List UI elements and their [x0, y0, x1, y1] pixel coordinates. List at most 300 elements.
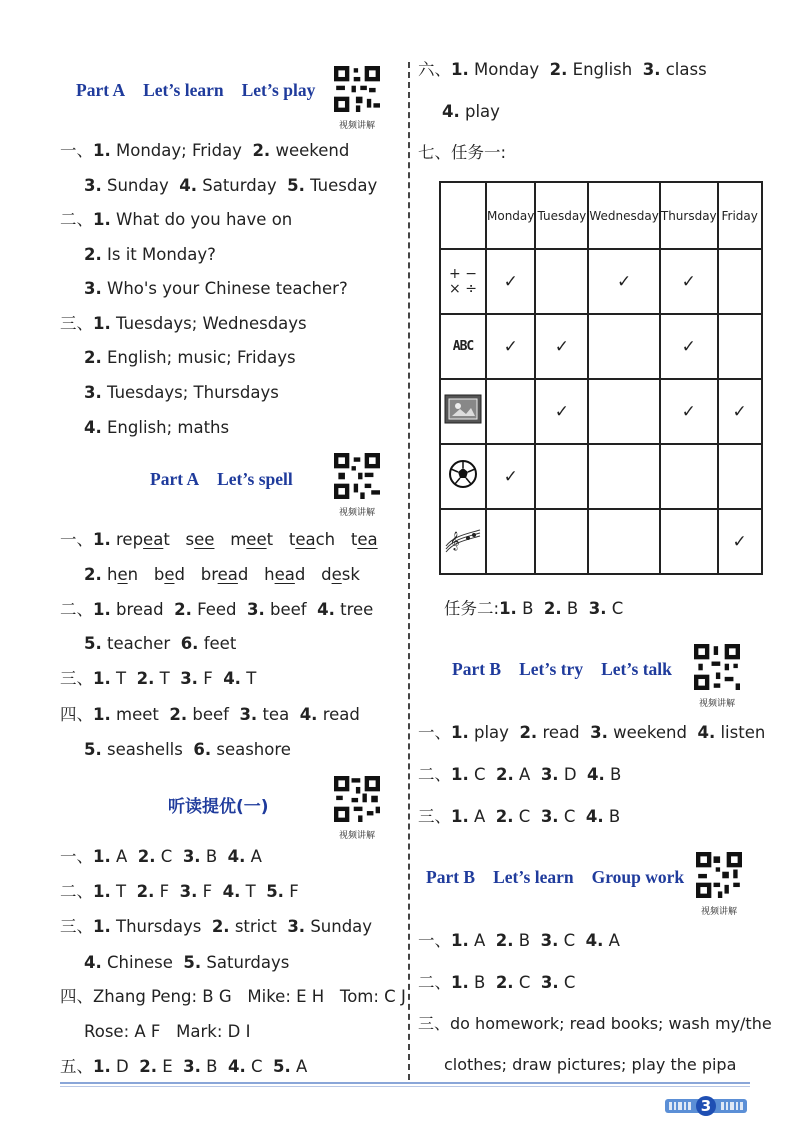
word-head — [264, 565, 305, 584]
answer: B — [608, 807, 621, 826]
answer: Rose: A F Mark: D I — [84, 1022, 251, 1041]
table-cell: ✓ — [486, 444, 535, 509]
section-label: 四、 — [60, 705, 93, 724]
listen3-line1 — [60, 916, 372, 938]
item-number: 4. — [227, 847, 246, 866]
table-row — [440, 509, 762, 574]
column-divider — [408, 62, 410, 1080]
s1-line2 — [84, 175, 377, 197]
answer: C — [563, 931, 576, 950]
word-underline: ea — [357, 530, 378, 549]
word-part: d — [321, 565, 332, 584]
qr-code-1[interactable] — [332, 66, 382, 131]
item-number: 2. — [252, 141, 271, 160]
word-part: rep — [116, 530, 144, 549]
item-number: 3. — [287, 917, 306, 936]
item-number: 1. — [451, 973, 469, 992]
qr-code-3[interactable] — [332, 776, 382, 841]
c3-line1 — [418, 1013, 772, 1035]
s3-line4 — [84, 417, 229, 439]
b3-line — [418, 806, 620, 828]
c1-line — [418, 930, 620, 952]
word-underline: e — [164, 565, 175, 584]
word-bed — [154, 565, 185, 584]
heading-part-a-spell — [150, 469, 293, 490]
heading-a: Let’s spell — [217, 469, 293, 489]
qr-code-icon — [334, 453, 380, 499]
answer: A — [474, 807, 486, 826]
section-label: 三、 — [60, 314, 93, 333]
s1-line1 — [60, 140, 349, 162]
table-cell: ✓ — [660, 314, 718, 379]
art-icon — [440, 379, 486, 444]
answer: C — [518, 973, 531, 992]
answer: play — [465, 102, 500, 121]
heading-b: Let’s talk — [601, 659, 672, 679]
item-number: 1. — [93, 847, 111, 866]
qr-caption: 视频讲解 — [700, 907, 737, 917]
table-cell — [535, 444, 588, 509]
item-number: 4. — [227, 1057, 246, 1076]
table-cell — [535, 509, 588, 574]
table-cell: ✓ — [718, 379, 762, 444]
item-number: 2. — [496, 765, 514, 784]
table-cell — [718, 314, 762, 379]
listen4-line2 — [84, 1021, 250, 1043]
heading-listening: 听读提优(一) — [168, 797, 269, 817]
heading-part: Part A — [150, 469, 200, 489]
table-cell: ✓ — [660, 249, 718, 314]
s6-line1 — [418, 59, 707, 81]
table-row — [440, 379, 762, 444]
answer: B — [206, 1057, 218, 1076]
table-cell: ✓ — [486, 249, 535, 314]
section-label: 四、 — [60, 987, 93, 1006]
football-icon — [440, 444, 486, 509]
item-number: 4. — [442, 102, 460, 121]
item-number: 1. — [451, 723, 469, 742]
schedule-table — [439, 181, 763, 575]
word-hen — [107, 565, 138, 584]
item-number: 1. — [93, 141, 111, 160]
answer: C — [563, 973, 576, 992]
word-underline: ea — [295, 530, 316, 549]
heading-a: Let’s learn — [143, 80, 224, 100]
word-teach — [289, 530, 335, 549]
item-number: 2. — [519, 723, 538, 742]
day-header: Friday — [718, 182, 762, 249]
page-number-badge — [665, 1096, 747, 1116]
spell2-line1 — [60, 599, 373, 621]
answer: listen — [720, 723, 766, 742]
answer: T — [246, 669, 257, 688]
item-number: 4. — [587, 765, 605, 784]
item-number: 1. — [93, 210, 111, 229]
answer: Tuesdays; Thursdays — [107, 383, 279, 402]
item-number: 3. — [179, 882, 198, 901]
qr-caption: 视频讲解 — [338, 121, 375, 131]
section-label: 二、 — [60, 600, 93, 619]
word-part: h — [107, 565, 118, 584]
section-label: 二、 — [60, 210, 93, 229]
word-underline: ee — [246, 530, 267, 549]
section-label: 一、 — [418, 723, 451, 742]
spell1-line1 — [60, 529, 378, 551]
section-label: 三、 — [60, 669, 93, 688]
table-row — [440, 444, 762, 509]
answer: Tuesday — [310, 176, 378, 195]
answer: T — [116, 669, 127, 688]
answer: T — [245, 882, 256, 901]
section-label: 二、 — [418, 973, 451, 992]
answer: beef — [270, 600, 307, 619]
answer: class — [665, 60, 707, 79]
football-icon-graphic — [448, 459, 478, 489]
item-number: 2. — [495, 807, 514, 826]
word-part: b — [153, 565, 165, 584]
qr-code-icon — [334, 66, 380, 112]
item-number: 3. — [180, 669, 198, 688]
table-cell: ✓ — [486, 314, 535, 379]
item-number: 1. — [451, 765, 469, 784]
answer: A — [474, 931, 486, 950]
s3-line2 — [84, 347, 296, 369]
section-label: 一、 — [60, 141, 93, 160]
qr-code-5[interactable] — [694, 852, 744, 917]
answer: Feed — [197, 600, 237, 619]
answer: F — [203, 669, 213, 688]
item-number: 4. — [317, 600, 335, 619]
item-number: 5. — [273, 1057, 291, 1076]
heading-part-b-try — [452, 659, 672, 680]
table-cell — [535, 249, 588, 314]
answer: tea — [262, 705, 290, 724]
section-label: 六、 — [418, 60, 451, 79]
music-icon — [440, 509, 486, 574]
heading-part: Part A — [76, 80, 126, 100]
answer: A — [519, 765, 531, 784]
day-header: Monday — [486, 182, 535, 249]
task-label: 任务二: — [444, 599, 500, 618]
listen2-line — [60, 881, 299, 903]
answer: English; music; Fridays — [107, 348, 296, 367]
answer: read — [542, 723, 580, 742]
qr-code-2[interactable] — [332, 453, 382, 518]
item-number: 1. — [93, 1057, 111, 1076]
item-number: 5. — [84, 634, 102, 653]
table-cell — [718, 444, 762, 509]
item-number: 6. — [193, 740, 212, 759]
listen3-line2 — [84, 952, 289, 974]
section-label: 二、 — [60, 882, 93, 901]
table-cell — [660, 509, 718, 574]
word-part: s — [185, 530, 195, 549]
item-number: 4. — [585, 931, 604, 950]
answer: T — [159, 669, 170, 688]
answer: Chinese — [107, 953, 173, 972]
item-number: 1. — [93, 917, 111, 936]
answer: clothes; draw pictures; play the pipa — [444, 1055, 737, 1074]
music-icon-graphic — [444, 524, 482, 554]
item-number: 2. — [136, 669, 155, 688]
answer: Is it Monday? — [107, 245, 216, 264]
answer: beef — [192, 705, 229, 724]
item-number: 2. — [543, 599, 562, 618]
item-number: 3. — [182, 847, 201, 866]
word-part: t — [288, 530, 296, 549]
c3-line2 — [444, 1054, 736, 1076]
item-number: 5. — [287, 176, 305, 195]
item-number: 3. — [540, 765, 559, 784]
s2-line1 — [60, 209, 292, 231]
table-row — [440, 314, 762, 379]
item-number: 6. — [180, 634, 199, 653]
word-underline: ea — [143, 530, 164, 549]
qr-caption: 视频讲解 — [338, 831, 375, 841]
item-number: 3. — [183, 1057, 201, 1076]
answer: Sunday — [107, 176, 169, 195]
answer: F — [289, 882, 299, 901]
word-part: m — [230, 530, 247, 549]
answer: T — [116, 882, 127, 901]
word-underline: ea — [217, 565, 238, 584]
item-number: 4. — [222, 882, 241, 901]
item-number: 2. — [495, 973, 514, 992]
section-label: 一、 — [60, 530, 93, 549]
answer: teacher — [107, 634, 171, 653]
answer: F — [159, 882, 170, 901]
answer: Thursdays — [116, 917, 202, 936]
listen4-line1 — [60, 986, 406, 1008]
answer: B — [610, 765, 622, 784]
listen1-line — [60, 846, 262, 868]
item-number: 2. — [137, 847, 156, 866]
heading-part-a-learn — [76, 80, 315, 101]
qr-code-4[interactable] — [692, 644, 742, 709]
heading-part-b-learn — [426, 867, 684, 888]
answer: bread — [116, 600, 164, 619]
item-number: 1. — [93, 600, 111, 619]
item-number: 1. — [93, 314, 111, 333]
item-number: 2. — [174, 600, 192, 619]
art-icon-graphic — [444, 394, 482, 424]
spell3-line — [60, 668, 256, 690]
abc-icon: ABC — [440, 314, 486, 379]
page-number: 3 — [700, 1097, 712, 1115]
answer: Monday — [474, 60, 540, 79]
answer: tree — [340, 600, 374, 619]
day-header: Tuesday — [535, 182, 588, 249]
table-cell: ✓ — [660, 379, 718, 444]
item-number: 4. — [585, 807, 604, 826]
item-number: 2. — [495, 931, 514, 950]
spell2-line2 — [84, 633, 236, 655]
item-number: 1. — [499, 599, 517, 618]
item-number: 1. — [451, 931, 469, 950]
answer: C — [563, 807, 576, 826]
answer: Zhang Peng: B G Mike: E H Tom: C J — [93, 987, 406, 1006]
item-number: 5. — [183, 953, 202, 972]
answer: seashells — [107, 740, 183, 759]
b2-line — [418, 764, 621, 786]
answer: Monday; Friday — [116, 141, 242, 160]
section-label: 二、 — [418, 765, 451, 784]
answer: feet — [203, 634, 237, 653]
word-part: t — [163, 530, 170, 549]
answer: Tuesdays; Wednesdays — [116, 314, 307, 333]
spell1-line2 — [84, 564, 360, 586]
word-part: d — [237, 565, 249, 584]
item-number: 3. — [540, 973, 559, 992]
section-label: 三、 — [60, 917, 93, 936]
heading-a: Let’s learn — [493, 867, 574, 887]
s7-task1 — [418, 142, 506, 164]
b1-line — [418, 722, 765, 744]
word-underline: e — [331, 565, 342, 584]
item-number: 2. — [84, 565, 102, 584]
table-row — [440, 249, 762, 314]
word-underline: ee — [194, 530, 215, 549]
answer: Sunday — [310, 917, 373, 936]
answer: English — [572, 60, 633, 79]
item-number: 1. — [93, 530, 111, 549]
spell4-line1 — [60, 704, 360, 726]
table-cell — [660, 444, 718, 509]
word-meet — [230, 530, 273, 549]
word-part: ch — [315, 530, 336, 549]
answer: C — [611, 599, 624, 618]
item-number: 3. — [642, 60, 661, 79]
answer: read — [322, 705, 360, 724]
word-bread — [201, 565, 249, 584]
task-label: 任务一: — [451, 143, 507, 162]
item-number: 1. — [93, 882, 111, 901]
listen5-line — [60, 1056, 307, 1078]
word-underline: e — [117, 565, 128, 584]
answer: Who's your Chinese teacher? — [107, 279, 348, 298]
item-number: 2. — [211, 917, 230, 936]
answer: What do you have on — [116, 210, 293, 229]
word-part: br — [200, 565, 218, 584]
answer: A — [250, 847, 262, 866]
heading-b: Let’s play — [241, 80, 316, 100]
svg-text:𝄞: 𝄞 — [450, 531, 460, 550]
answer: A — [608, 931, 620, 950]
section-label: 五、 — [60, 1057, 93, 1076]
answer: C — [250, 1057, 263, 1076]
item-number: 2. — [136, 882, 155, 901]
table-cell: ✓ — [535, 379, 588, 444]
item-number: 1. — [93, 669, 111, 688]
s3-line3 — [84, 382, 279, 404]
table-cell: ✓ — [535, 314, 588, 379]
item-number: 4. — [697, 723, 716, 742]
word-part: t — [350, 530, 358, 549]
maths-icon: + − × ÷ — [440, 249, 486, 314]
s7-task2 — [444, 598, 623, 620]
word-part: d — [174, 565, 185, 584]
answer: strict — [234, 917, 277, 936]
answer: C — [474, 765, 486, 784]
answer: B — [205, 847, 218, 866]
answer: D — [563, 765, 577, 784]
table-header-row — [440, 182, 762, 249]
item-number: 2. — [169, 705, 188, 724]
answer: seashore — [216, 740, 291, 759]
item-number: 2. — [549, 60, 568, 79]
word-part: t — [266, 530, 274, 549]
table-cell: ✓ — [718, 509, 762, 574]
word-part: d — [294, 565, 306, 584]
word-underline: ea — [274, 565, 295, 584]
item-number: 3. — [84, 176, 102, 195]
qr-code-icon — [334, 776, 380, 822]
section-label: 一、 — [60, 847, 93, 866]
item-number: 4. — [84, 418, 102, 437]
item-number: 3. — [590, 723, 608, 742]
s2-line3 — [84, 278, 348, 300]
day-header: Thursday — [660, 182, 718, 249]
answer: weekend — [275, 141, 350, 160]
answer: B — [522, 599, 534, 618]
answer: do homework; read books; wash my/the — [450, 1014, 772, 1033]
answer: weekend — [613, 723, 687, 742]
table-cell — [588, 444, 659, 509]
section-label: 一、 — [418, 931, 451, 950]
heading-b: Group work — [591, 867, 685, 887]
heading-part: Part B — [452, 659, 502, 679]
item-number: 3. — [588, 599, 607, 618]
item-number: 3. — [540, 931, 559, 950]
item-number: 3. — [84, 279, 102, 298]
item-number: 4. — [223, 669, 241, 688]
table-cell — [588, 314, 659, 379]
answer: A — [116, 847, 128, 866]
section-label: 七、 — [418, 143, 451, 162]
item-number: 3. — [540, 807, 559, 826]
item-number: 1. — [451, 60, 469, 79]
answer: A — [296, 1057, 308, 1076]
answer: C — [160, 847, 173, 866]
answer: D — [116, 1057, 129, 1076]
footer-rule — [60, 1082, 750, 1084]
qr-code-icon — [694, 644, 740, 690]
table-cell — [486, 509, 535, 574]
item-number: 3. — [247, 600, 265, 619]
qr-code-icon — [696, 852, 742, 898]
item-number: 5. — [84, 740, 102, 759]
item-number: 5. — [266, 882, 284, 901]
word-see — [186, 530, 215, 549]
table-cell — [718, 249, 762, 314]
word-part: n — [127, 565, 139, 584]
answer: C — [518, 807, 531, 826]
item-number: 2. — [84, 245, 102, 264]
s2-line2 — [84, 244, 216, 266]
answer: B — [518, 931, 531, 950]
answer: play — [474, 723, 509, 742]
word-repeat — [116, 530, 170, 549]
answer: meet — [116, 705, 159, 724]
item-number: 1. — [451, 807, 469, 826]
answer: E — [162, 1057, 173, 1076]
table-corner — [440, 182, 486, 249]
answer: Saturdays — [206, 953, 290, 972]
item-number: 4. — [179, 176, 197, 195]
spell4-line2 — [84, 739, 291, 761]
table-cell — [588, 379, 659, 444]
section-label: 三、 — [418, 1014, 451, 1033]
